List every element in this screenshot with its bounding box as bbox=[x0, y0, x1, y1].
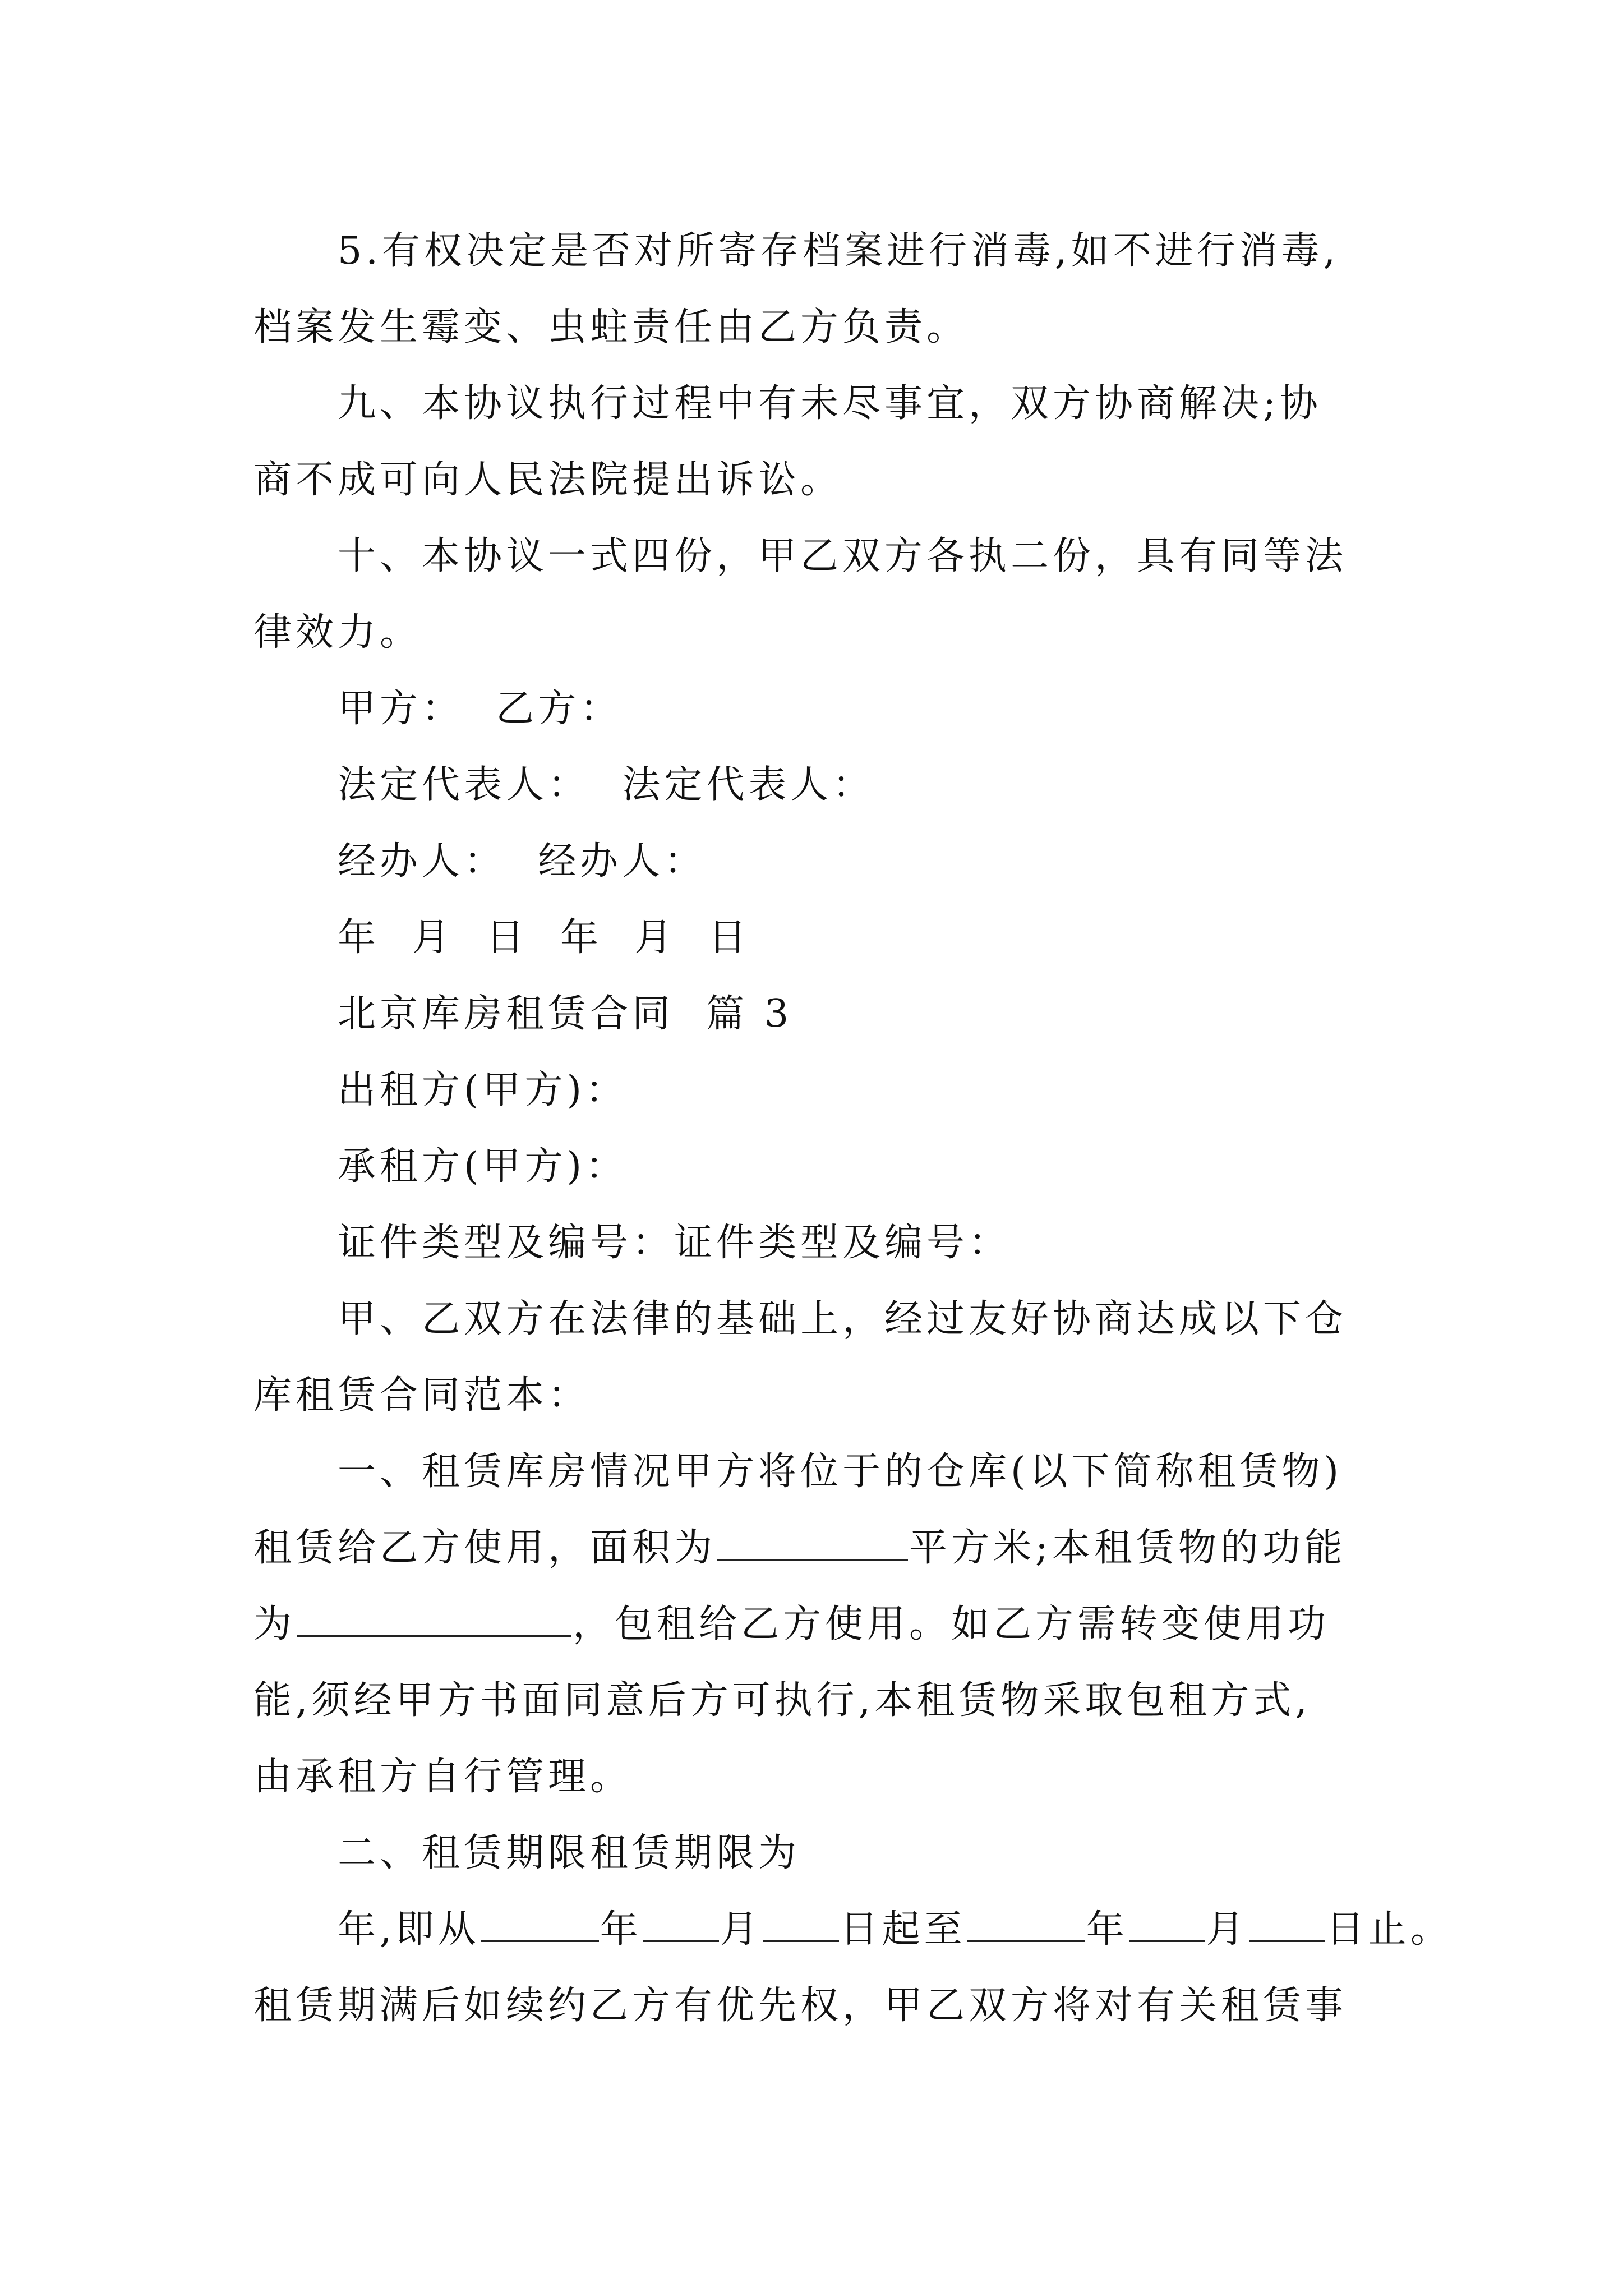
fill-blank bbox=[481, 1907, 599, 1942]
text-line bbox=[253, 1586, 1431, 1663]
text-line: 能,须经甲方书面同意后方可执行,本租赁物采取包租方式, bbox=[253, 1678, 1311, 1723]
fill-blank bbox=[643, 1907, 719, 1942]
text-line: 证件类型及编号：证件类型及编号： bbox=[338, 1221, 1011, 1265]
document-body bbox=[253, 213, 1453, 2044]
text-line: 由承租方自行管理。 bbox=[253, 1755, 633, 1799]
text-line: 九、本协议执行过程中有未尽事宜，双方协商解决;协 bbox=[338, 381, 1322, 426]
signature-party-line: 甲方： 乙方： bbox=[338, 687, 623, 731]
handler-line: 经办人： 经办人： bbox=[338, 839, 707, 884]
text-line: 库租赁合同范本： bbox=[253, 1373, 591, 1418]
fill-blank bbox=[763, 1907, 839, 1942]
text-segment: 平方米;本租赁物的功能 bbox=[909, 1526, 1347, 1570]
fill-blank bbox=[1129, 1907, 1205, 1942]
text-segment: 年 bbox=[1086, 1907, 1128, 1952]
text-line: 甲、乙双方在法律的基础上，经过友好协商达成以下仓 bbox=[338, 1297, 1348, 1341]
date-line: 年 月 日 年 月 日 bbox=[338, 915, 751, 960]
legal-representative-line: 法定代表人： 法定代表人： bbox=[338, 763, 875, 807]
text-line: 5.有权决定是否对所寄存档案进行消毒,如不进行消毒, bbox=[338, 229, 1340, 273]
text-line: 律效力。 bbox=[253, 610, 422, 655]
fill-blank bbox=[1249, 1907, 1325, 1942]
text-line: 出租方(甲方)： bbox=[338, 1068, 628, 1112]
text-line: 十、本协议一式四份，甲乙双方各执二份，具有同等法 bbox=[338, 534, 1348, 578]
text-segment: 月 bbox=[720, 1907, 762, 1952]
text-segment: ，包租给乙方使用。如乙方需转变使用功 bbox=[573, 1602, 1330, 1646]
text-segment: 日起至 bbox=[840, 1907, 966, 1952]
text-line: 租赁期满后如续约乙方有优先权，甲乙双方将对有关租赁事 bbox=[253, 1984, 1348, 2028]
fill-blank bbox=[297, 1602, 571, 1637]
text-line: 二、租赁期限租赁期限为 bbox=[338, 1831, 801, 1875]
text-line: 一、租赁库房情况甲方将位于的仓库(以下简称租赁物) bbox=[338, 1450, 1343, 1494]
fill-blank bbox=[717, 1525, 908, 1561]
text-segment: 租赁给乙方使用，面积为 bbox=[253, 1526, 717, 1570]
fill-blank bbox=[967, 1907, 1085, 1942]
text-line: 档案发生霉变、虫蛀责任由乙方负责。 bbox=[253, 305, 969, 349]
text-segment: 为 bbox=[253, 1602, 296, 1646]
text-segment: 年,即从 bbox=[338, 1907, 480, 1952]
text-segment: 月 bbox=[1206, 1907, 1248, 1952]
text-segment: 日止。 bbox=[1326, 1907, 1453, 1952]
section-heading: 北京库房租赁合同 篇 3 bbox=[338, 992, 793, 1036]
text-line: 承租方(甲方)： bbox=[338, 1144, 628, 1189]
text-line: 商不成可向人民法院提出诉讼。 bbox=[253, 458, 843, 502]
text-line bbox=[253, 1510, 1431, 1586]
text-line bbox=[253, 1892, 1453, 1968]
text-segment: 年 bbox=[600, 1907, 642, 1952]
